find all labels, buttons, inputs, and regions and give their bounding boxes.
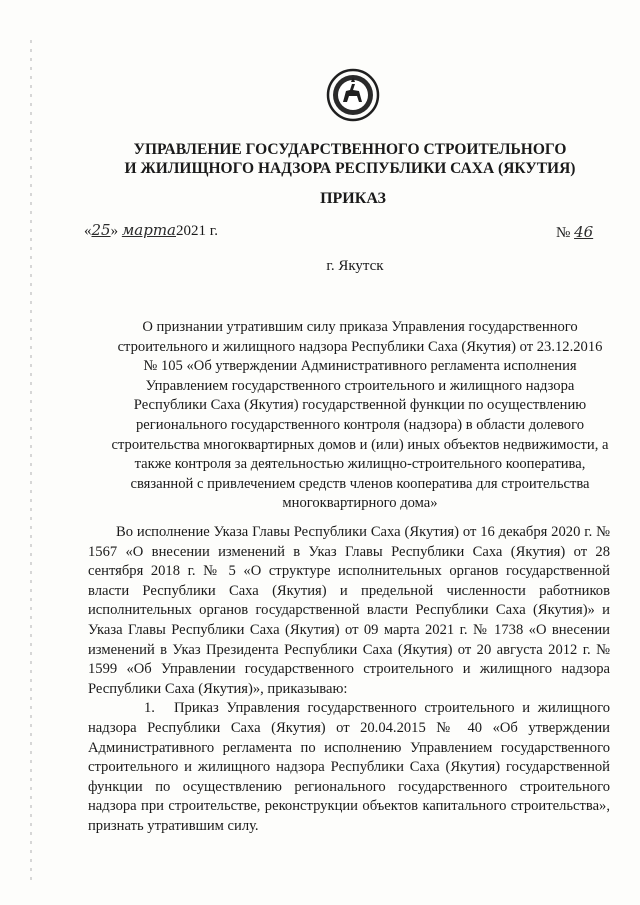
item-1-paragraph <box>88 699 610 836</box>
date-day: 25 <box>91 221 111 239</box>
order-number <box>556 223 593 242</box>
date-month: марта <box>121 221 176 239</box>
scan-edge-mark <box>30 40 32 880</box>
item-1-number: 1. <box>144 700 155 717</box>
city-line: г. Якутск <box>326 258 384 274</box>
preamble-paragraph: Во исполнение Указа Главы Республики Саха (Якутия) от 16 декабря 2020 г. № 1567 «О внесении изменений в Указ Главы Республики Саха (Якутия) от 28 сентября 2018 г. № 5 «О структуре исполнительных органов государственной власти Республики Саха (Якутия) и предельной численности работников исполнительных органов государственной власти Республики Саха (Якутия)» и Указа Главы Республики Саха (Якутия) от 09 марта 2021 г. № 1738 «О внесении изменений в Указ Президента Республики Саха (Якутия) от 20 августа 2012 г. № 1599 «Об Управлении государственного строительного и жилищного надзора Республики Саха (Якутия)», приказываю: <box>88 524 610 697</box>
subject-line: Республики Саха (Якутия) государственной функции по осуществлению <box>133 397 587 414</box>
date-open-quote: « <box>84 223 92 239</box>
order-title: ПРИКАЗ <box>320 190 386 207</box>
subject-line: регионального государственного контроля (надзора) в области долевого <box>136 416 584 433</box>
organization-header <box>90 140 610 178</box>
subject-line: многоквартирного дома» <box>282 495 438 512</box>
subject-line: строительства многоквартирных домов и (или) иных объектов недвижимости, а <box>111 436 609 453</box>
subject-line: также контроля за деятельностью жилищно-строительного кооператива, <box>134 456 586 473</box>
item-1-text: Приказ Управления государственного строительного и жилищного надзора Республики Саха (Якутия) от 20.04.2015 № 40 «Об утверждении Административного регламента по исполнению Управлением государственного строительного и жилищного надзора Республики Саха (Якутия) государственной функции по осуществлению регионального государственного строительного надзора при строительстве, реконструкции объектов капитального строительства», признать утратившим силу. <box>88 700 610 834</box>
subject-line: О признании утратившим силу приказа Управления государственного <box>142 319 578 335</box>
order-subject <box>100 318 620 514</box>
subject-line: № 105 «Об утверждении Административного регламента исполнения <box>143 358 577 375</box>
number-value: 46 <box>574 223 594 241</box>
subject-line: связанной с привлечением средств членов кооператива для строительства <box>130 475 590 492</box>
header-line-1: УПРАВЛЕНИЕ ГОСУДАРСТВЕННОГО СТРОИТЕЛЬНОГО <box>133 141 567 158</box>
date-year: 2021 г. <box>176 223 218 239</box>
date-close-quote: » <box>110 223 119 239</box>
order-date <box>84 221 218 240</box>
subject-line: строительного и жилищного надзора Республики Саха (Якутия) от 23.12.2016 <box>117 338 603 355</box>
subject-line: Управлением государственного строительного и жилищного надзора <box>145 377 575 394</box>
number-prefix: № <box>556 225 571 241</box>
coat-of-arms-emblem <box>326 68 380 122</box>
header-line-2: И ЖИЛИЩНОГО НАДЗОРА РЕСПУБЛИКИ САХА (ЯКУТИЯ) <box>124 160 576 177</box>
order-body <box>88 523 610 837</box>
